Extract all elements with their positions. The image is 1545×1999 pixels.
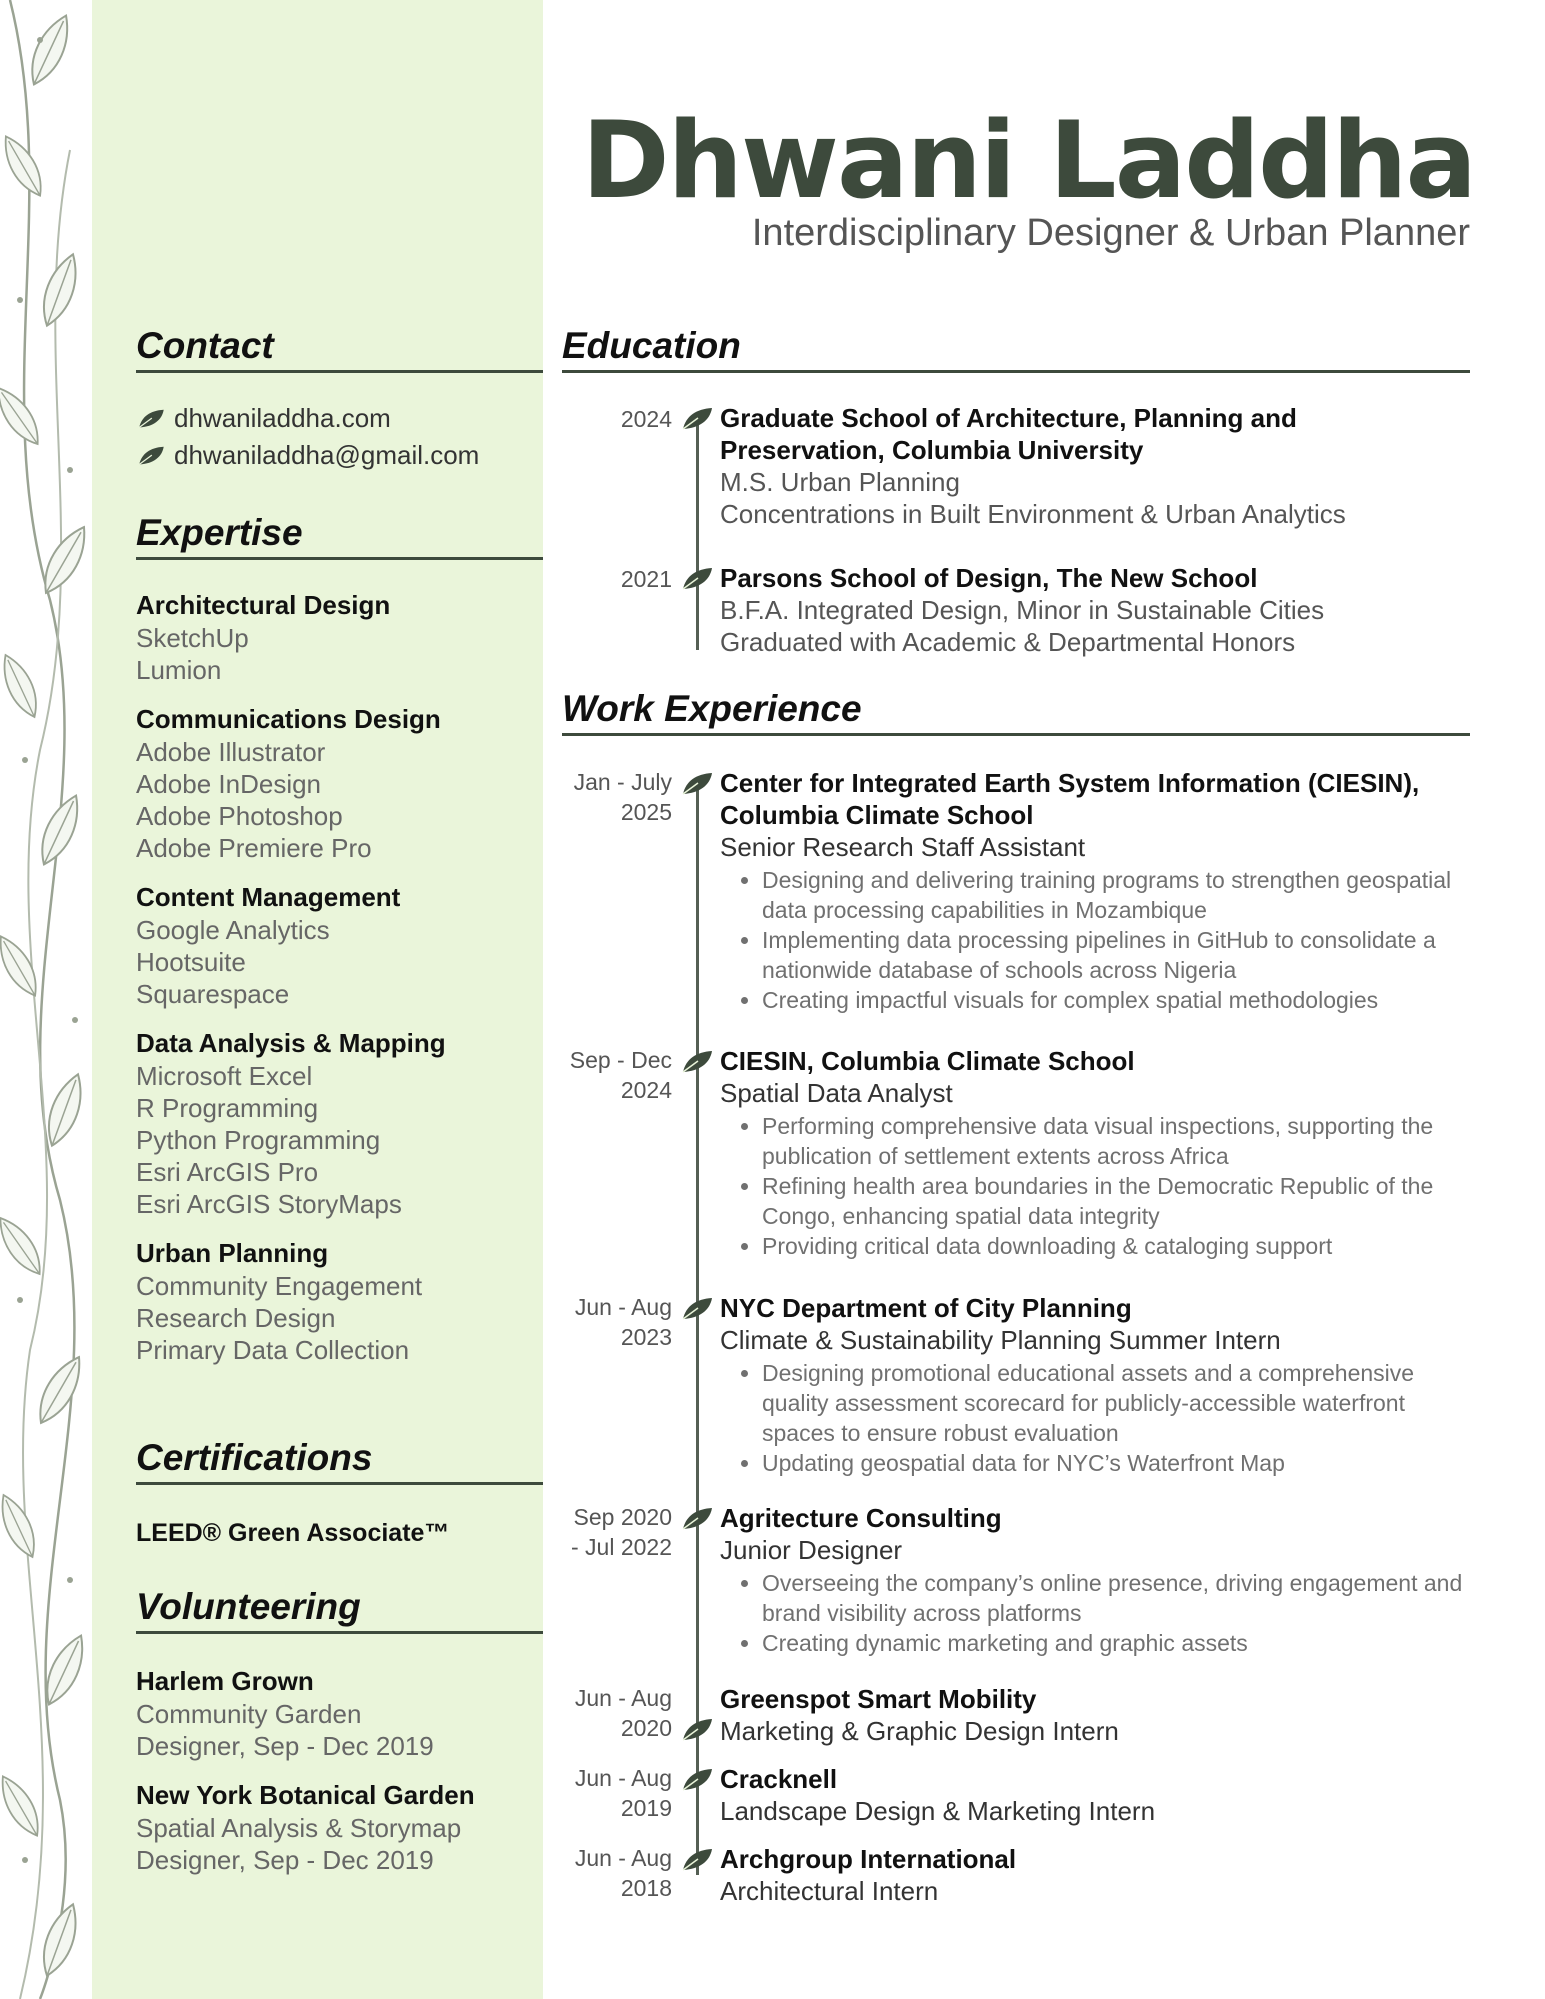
contact-heading: Contact [136, 325, 543, 373]
email-text[interactable]: dhwaniladdha@gmail.com [174, 440, 480, 470]
volunteer-org: Harlem Grown [136, 1666, 314, 1696]
certification-item: LEED® Green Associate™ [136, 1519, 450, 1547]
work-org: Greenspot Smart Mobility [720, 1684, 1037, 1714]
expertise-item: Esri ArcGIS StoryMaps [136, 1189, 402, 1219]
work-date-line: Sep 2020 [573, 1504, 672, 1530]
contact-email[interactable] [136, 437, 543, 474]
work-date-line: Jun - Aug [574, 1685, 672, 1711]
work-role: Marketing & Graphic Design Intern [720, 1716, 1119, 1746]
expertise-item: Esri ArcGIS Pro [136, 1157, 319, 1187]
leaf-marker-icon [680, 1847, 714, 1873]
expertise-item: Hootsuite [136, 947, 246, 977]
certifications-list [136, 1500, 543, 1550]
work-org: Cracknell [720, 1764, 838, 1794]
leaf-bullet-icon [136, 445, 166, 467]
work-date-line: Jun - Aug [574, 1845, 672, 1871]
expertise-item: R Programming [136, 1093, 319, 1123]
leaf-marker-icon [680, 771, 714, 797]
expertise-item: Research Design [136, 1303, 336, 1333]
volunteer-org: New York Botanical Garden [136, 1780, 475, 1810]
work-date [560, 1763, 672, 1823]
work-bullets [720, 1568, 1480, 1658]
work-bullet: • Performing comprehensive data visual inspections, supporting the publication of settlement extents across Africa [762, 1111, 1480, 1171]
work-role: Architectural Intern [720, 1876, 939, 1906]
expertise-group [136, 702, 543, 864]
expertise-item: Lumion [136, 655, 222, 685]
education-date: 2021 [620, 566, 672, 592]
expertise-list [136, 572, 543, 1366]
work-bullet: • Designing and delivering training programs to strengthen geospatial data processing capabilities in Mozambique [762, 865, 1480, 925]
work-bullet: • Implementing data processing pipelines in GitHub to consolidate a nationwide database of schools across Nigeria [762, 925, 1480, 985]
work-date-line: Sep - Dec [569, 1047, 672, 1073]
work-role: Junior Designer [720, 1535, 903, 1565]
leaf-marker-icon [680, 1717, 714, 1743]
work-bullet: • Refining health area boundaries in the Democratic Republic of the Congo, enhancing spatial data integrity [762, 1171, 1480, 1231]
leaf-pattern-icon [0, 0, 92, 1999]
education-date: 2024 [620, 406, 672, 432]
leaf-marker-icon [680, 1296, 714, 1322]
work-bullet: • Updating geospatial data for NYC’s Waterfront Map [762, 1448, 1480, 1478]
contact-website[interactable] [136, 400, 543, 437]
work-date [560, 1843, 672, 1903]
expertise-heading: Expertise [136, 512, 543, 560]
expertise-item: Community Engagement [136, 1271, 423, 1301]
work-date-line: Jan - July [573, 769, 672, 795]
work-org: Archgroup International [720, 1844, 1017, 1874]
expertise-item: Squarespace [136, 979, 290, 1009]
education-degree: M.S. Urban Planning [720, 467, 960, 497]
leaf-marker-icon [680, 1506, 714, 1532]
volunteering-heading: Volunteering [136, 1586, 543, 1634]
expertise-group-title: Communications Design [136, 704, 441, 734]
work-org: Agritecture Consulting [720, 1503, 1002, 1533]
expertise-group-title: Architectural Design [136, 590, 391, 620]
expertise-item: Adobe Illustrator [136, 737, 326, 767]
expertise-item: Adobe Premiere Pro [136, 833, 372, 863]
candidate-subtitle: Interdisciplinary Designer & Urban Planner [751, 212, 1470, 254]
certifications-heading: Certifications [136, 1437, 543, 1485]
work-heading: Work Experience [562, 688, 1470, 736]
expertise-group [136, 1236, 543, 1366]
expertise-item: Python Programming [136, 1125, 381, 1155]
contact-list [136, 400, 543, 474]
work-bullets [720, 1111, 1480, 1261]
volunteer-role-dates: Designer, Sep - Dec 2019 [136, 1845, 434, 1875]
education-school: Parsons School of Design, The New School [720, 563, 1258, 593]
expertise-group [136, 880, 543, 1010]
candidate-name: Dhwani Laddha [581, 99, 1475, 222]
work-date-line: 2020 [620, 1715, 672, 1741]
work-role: Climate & Sustainability Planning Summer Intern [720, 1325, 1281, 1355]
work-role: Spatial Data Analyst [720, 1078, 953, 1108]
work-date-line: 2024 [620, 1077, 672, 1103]
work-org: NYC Department of City Planning [720, 1293, 1132, 1323]
work-date-line: Jun - Aug [574, 1765, 672, 1791]
work-role: Landscape Design & Marketing Intern [720, 1796, 1156, 1826]
work-bullet: • Creating dynamic marketing and graphic assets [762, 1628, 1480, 1658]
education-school-cont: Preservation, Columbia University [720, 435, 1144, 465]
work-date-line: 2019 [620, 1795, 672, 1821]
expertise-group [136, 588, 543, 686]
work-org: CIESIN, Columbia Climate School [720, 1046, 1135, 1076]
work-timeline-line [696, 785, 699, 1875]
work-bullets [720, 1358, 1480, 1478]
work-date [560, 767, 672, 827]
education-detail: Graduated with Academic & Departmental Honors [720, 627, 1296, 657]
expertise-group-title: Content Management [136, 882, 401, 912]
work-date [560, 1683, 672, 1743]
volunteer-role-dates: Designer, Sep - Dec 2019 [136, 1731, 434, 1761]
work-date [560, 1045, 672, 1105]
education-school: Graduate School of Architecture, Planning and [720, 403, 1297, 433]
leaf-marker-icon [680, 1049, 714, 1075]
work-bullet: • Designing promotional educational assets and a comprehensive quality assessment scorecard for publicly-accessible waterfront spaces to ensure robust evaluation [762, 1358, 1480, 1448]
expertise-item: SketchUp [136, 623, 249, 653]
work-date-line: 2018 [620, 1875, 672, 1901]
volunteer-role: Community Garden [136, 1699, 362, 1729]
work-org: Center for Integrated Earth System Information (CIESIN), [720, 768, 1420, 798]
volunteering-list [136, 1648, 543, 1876]
work-date-line: Jun - Aug [574, 1294, 672, 1320]
expertise-group-title: Data Analysis & Mapping [136, 1028, 446, 1058]
work-bullet: • Overseeing the company’s online presence, driving engagement and brand visibility across platforms [762, 1568, 1480, 1628]
work-org-cont: Columbia Climate School [720, 800, 1034, 830]
work-date [560, 1292, 672, 1352]
expertise-item: Adobe Photoshop [136, 801, 343, 831]
education-timeline-line [696, 420, 699, 650]
work-date-line: - Jul 2022 [570, 1534, 672, 1560]
volunteer-role: Spatial Analysis & Storymap [136, 1813, 462, 1843]
work-role: Senior Research Staff Assistant [720, 832, 1086, 862]
education-detail: Concentrations in Built Environment & Urban Analytics [720, 499, 1346, 529]
work-date-line: 2023 [620, 1324, 672, 1350]
decorative-leaf-border [0, 0, 92, 1999]
volunteer-entry [136, 1664, 543, 1762]
expertise-group [136, 1026, 543, 1220]
education-degree: B.F.A. Integrated Design, Minor in Sustainable Cities [720, 595, 1325, 625]
work-date [560, 1502, 672, 1562]
work-bullet: • Providing critical data downloading & cataloging support [762, 1231, 1480, 1261]
volunteer-entry [136, 1778, 543, 1876]
expertise-item: Microsoft Excel [136, 1061, 313, 1091]
work-date-line: 2025 [620, 799, 672, 825]
expertise-item: Google Analytics [136, 915, 330, 945]
expertise-group-title: Urban Planning [136, 1238, 329, 1268]
work-bullets [720, 865, 1480, 1015]
leaf-bullet-icon [136, 408, 166, 430]
expertise-item: Adobe InDesign [136, 769, 322, 799]
leaf-marker-icon [680, 406, 714, 432]
education-heading: Education [562, 325, 1470, 373]
expertise-item: Primary Data Collection [136, 1335, 410, 1365]
leaf-marker-icon [680, 566, 714, 592]
leaf-marker-icon [680, 1767, 714, 1793]
work-bullet: • Creating impactful visuals for complex spatial methodologies [762, 985, 1480, 1015]
website-text[interactable]: dhwaniladdha.com [174, 403, 391, 433]
